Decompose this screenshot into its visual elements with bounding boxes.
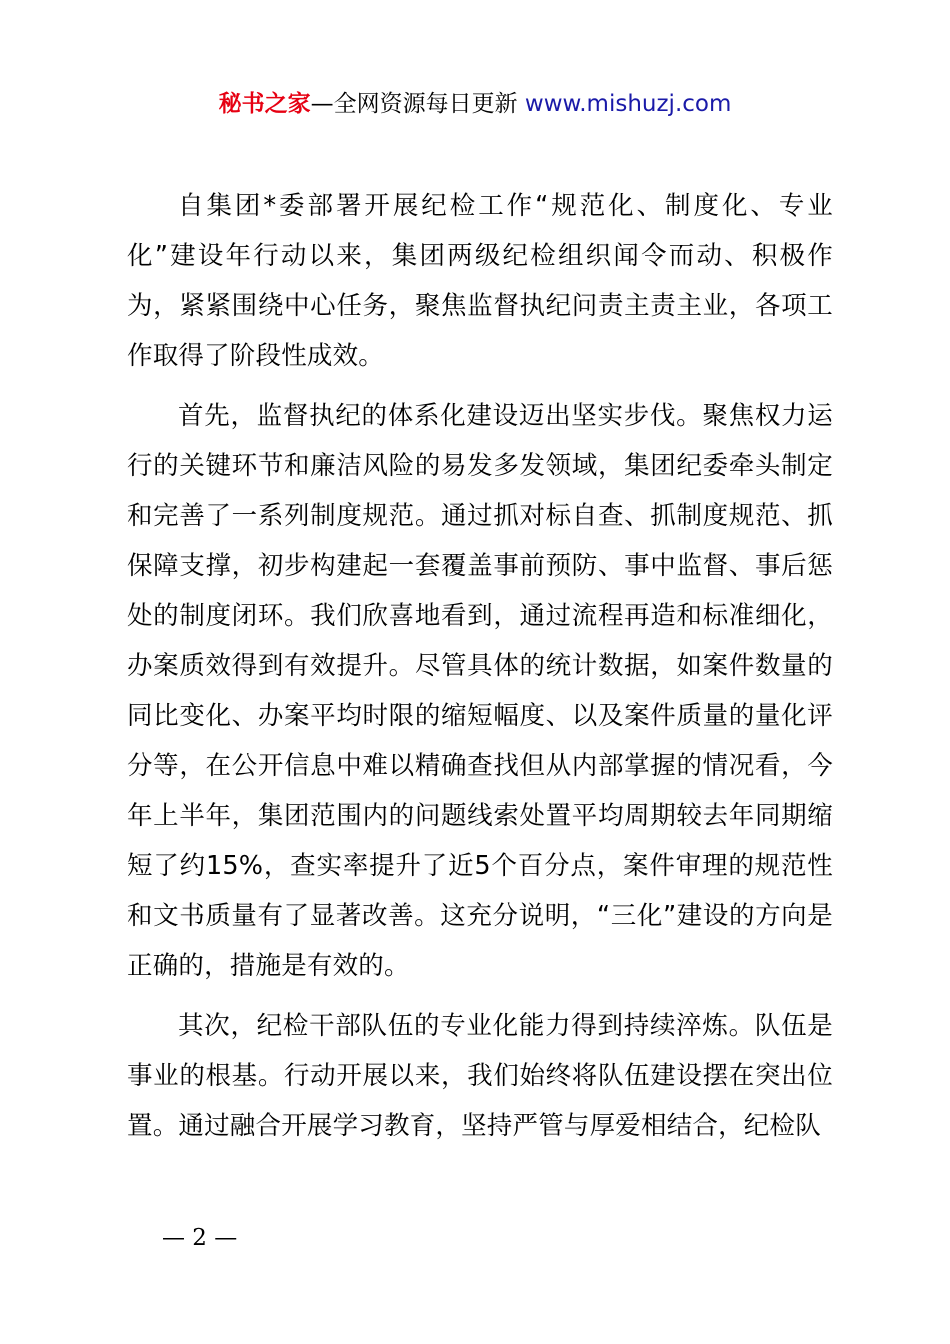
header-tagline: —全网资源每日更新 bbox=[310, 91, 525, 117]
paragraph-first-point: 首先，监督执纪的体系化建设迈出坚实步伐。聚焦权力运行的关键环节和廉洁风险的易发多发领域，集团纪委牵头制定和完善了一系列制度规范。通过抓对标自查、抓制度规范、抓保障支撑，初步构建起一套覆盖事前预防、事中监督、事后惩处的制度闭环。我们欣喜地看到，通过流程再造和标准细化，办案质效得到有效提升。尽管具体的统计数据，如案件数量的同比变化、办案平均时限的缩短幅度、以及案件质量的量化评分等，在公开信息中难以精确查找但从内部掌握的情况看，今年上半年，集团范围内的问题线索处置平均周期较去年同期缩短了约15%，查实率提升了近5个百分点，案件审理的规范性和文书质量有了显著改善。这充分说明，“三化”建设的方向是正确的，措施是有效的。 bbox=[127, 401, 833, 981]
site-header bbox=[0, 88, 950, 120]
page-number: — 2 — bbox=[162, 1225, 238, 1251]
brand-name: 秘书之家 bbox=[218, 91, 311, 117]
site-url-link[interactable]: www.mishuzj.com bbox=[524, 91, 732, 117]
document-body bbox=[127, 181, 833, 1161]
paragraph-intro: 自集团*委部署开展纪检工作“规范化、制度化、专业化”建设年行动以来，集团两级纪检组织闻令而动、积极作为，紧紧围绕中心任务，聚焦监督执纪问责主责主业，各项工作取得了阶段性成效。 bbox=[127, 191, 833, 371]
paragraph-second-point: 其次，纪检干部队伍的专业化能力得到持续淬炼。队伍是事业的根基。行动开展以来，我们始终将队伍建设摆在突出位置。通过融合开展学习教育，坚持严管与厚爱相结合，纪检队 bbox=[127, 1011, 833, 1141]
